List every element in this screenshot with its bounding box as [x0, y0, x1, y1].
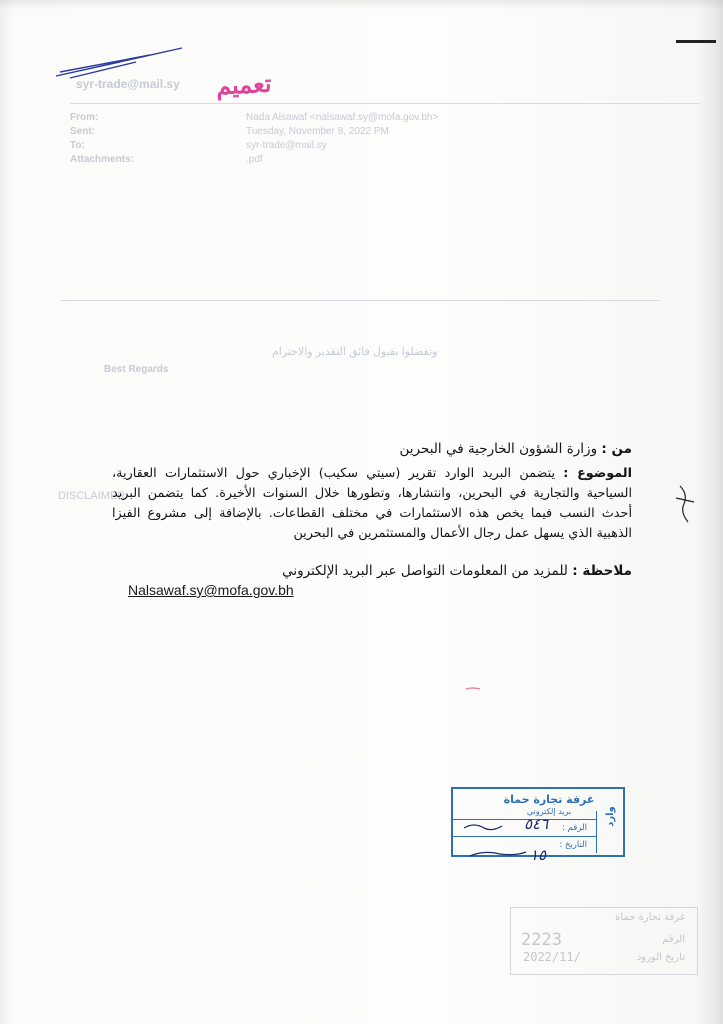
ghost-greeting: وتفضلوا بقبول فائق التقدير والاحترام	[272, 346, 438, 358]
ghost-label-attachments: Attachments:	[70, 154, 134, 165]
ghost-stamp	[510, 907, 698, 975]
ghost-sender-email: syr-trade@mail.sy	[76, 77, 180, 91]
receipt-stamp-subtitle: بريد إلكتروني	[526, 807, 572, 816]
ghost-value-from: Nada Alsawaf <nalsawaf.sy@mofa.gov.bh>	[246, 112, 439, 123]
ghost-stamp-number: 2223	[521, 930, 562, 950]
ghost-stamp-title: غرفة تجارة حماة	[615, 912, 685, 923]
receipt-stamp-title: غرفة تجارة حماة	[503, 793, 595, 806]
ghost-value-sent: Tuesday, November 8, 2022 PM	[246, 126, 389, 137]
receipt-number-handwritten: ٥٤٦	[524, 815, 549, 833]
note-text: للمزيد من المعلومات التواصل عبر البريد الإلكتروني	[282, 563, 568, 579]
ghost-label-to: To:	[70, 140, 85, 151]
ghost-label-from: From:	[70, 112, 99, 123]
subject-label: الموضوع :	[563, 466, 632, 481]
from-value: وزارة الشؤون الخارجية في البحرين	[399, 441, 598, 457]
ghost-label-sent: Sent:	[70, 126, 95, 137]
receipt-date-handwritten: ١٥	[530, 846, 547, 864]
ghost-regards: Best Regards	[104, 364, 169, 375]
ghost-value-attachments: .pdf	[246, 154, 263, 165]
ghost-disclaimer: DISCLAIMER	[58, 490, 126, 502]
receipt-side-label: وارد	[605, 806, 617, 827]
ghost-stamp-date: 2022/11/	[523, 950, 581, 964]
from-label: من :	[601, 441, 632, 457]
subject-text: يتضمن البريد الوارد تقرير (سيتي سكيب) الإخباري حول الاستثمارات العقارية، السياحية والتجارية في البحرين، وانتشارها، وتطورها خلال السنوات الأخيرة. كما يتضمن البريد أحدث النسب فيما يخص هذه الاستثمارات في مختلف القطاعات. بالإضافة إلى مشروع الفيزا الذهبية الذي يسهل عمل رجال الأعمال والمستثمرين في البحرين	[112, 466, 632, 541]
ghost-stamp-number-label: الرقم	[662, 934, 685, 945]
ghost-value-to: syr-trade@mail.sy	[246, 140, 327, 151]
note-label: ملاحظة :	[572, 563, 632, 579]
receipt-number-label: الرقم :	[562, 823, 587, 833]
circular-stamp: تعميم	[215, 68, 273, 101]
ghost-stamp-date-label: تاريخ الورود	[636, 952, 685, 963]
receipt-date-label: التاريخ :	[559, 840, 587, 850]
contact-email[interactable]: Nalsawaf.sy@mofa.gov.bh	[128, 582, 294, 598]
